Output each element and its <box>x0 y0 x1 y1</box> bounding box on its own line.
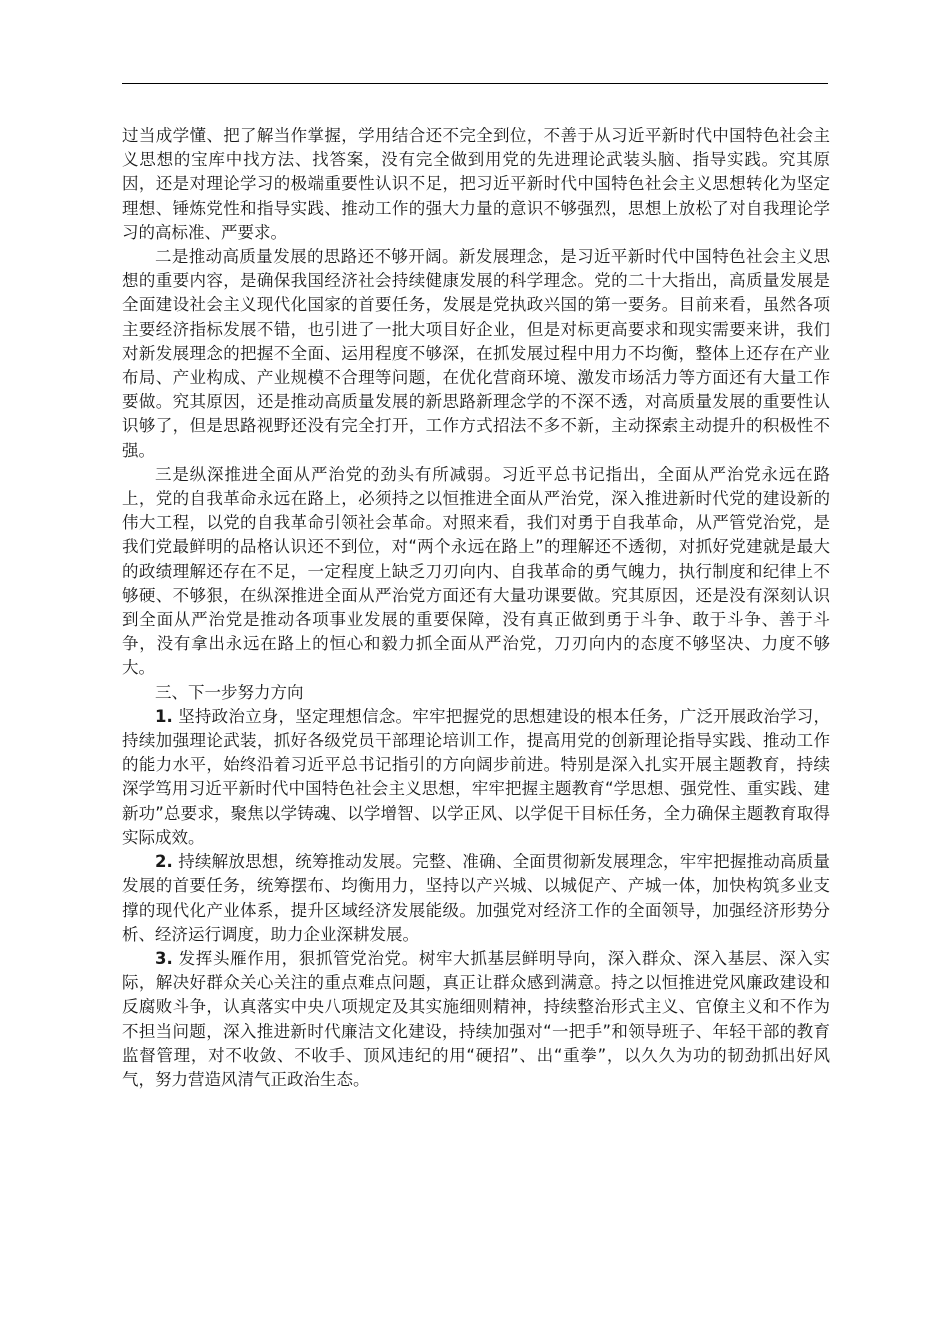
list-item-3 <box>122 947 830 1092</box>
document-body <box>122 124 830 1092</box>
list-item-1-text: 坚持政治立身，坚定理想信念。牢牢把握党的思想建设的根本任务，广泛开展政治学习，持续加强理论武装，抓好各级党员干部理论培训工作，提高用党的创新理论指导实践、推动工作的能力水平，始终沿着习近平总书记指引的方向阔步前进。特别是深入扎实开展主题教育，持续深学笃用习近平新时代中国特色社会主义思想，牢牢把握主题教育“学思想、强党性、重实践、建新功”总要求，聚焦以学铸魂、以学增智、以学正风、以学促干目标任务，全力确保主题教育取得实际成效。 <box>122 706 830 847</box>
list-item-2 <box>122 850 830 947</box>
paragraph-party-governance: 三是纵深推进全面从严治党的劲头有所减弱。习近平总书记指出，全面从严治党永远在路上，党的自我革命永远在路上，必须持之以恒推进全面从严治党，深入推进新时代党的建设新的伟大工程，以党的自我革命引领社会革命。对照来看，我们对勇于自我革命，从严管党治党，是我们党最鲜明的品格认识还不到位，对“两个永远在路上”的理解还不透彻，对抓好党建就是最大的政绩理解还存在不足，一定程度上缺乏刀刃向内、自我革命的勇气魄力，执行制度和纪律上不够硬、不够狠，在纵深推进全面从严治党方面还有大量功课要做。究其原因，还是没有深刻认识到全面从严治党是推动各项事业发展的重要保障，没有真正做到勇于斗争、敢于斗争、善于斗争，没有拿出永远在路上的恒心和毅力抓全面从严治党，刀刃向内的态度不够坚决、力度不够大。 <box>122 464 830 678</box>
list-item-3-number: 3. <box>155 948 173 968</box>
paragraph-continuation: 过当成学懂、把了解当作掌握，学用结合还不完全到位，不善于从习近平新时代中国特色社会主义思想的宝库中找方法、找答案，没有完全做到用党的先进理论武装头脑、指导实践。究其原因，还是对理论学习的极端重要性认识不足，把习近平新时代中国特色社会主义思想转化为坚定理想、锤炼党性和指导实践、推动工作的强大力量的意识不够强烈，思想上放松了对自我理论学习的高标准、严要求。 <box>122 126 830 242</box>
header-rule <box>122 83 828 84</box>
list-item-1 <box>122 705 830 850</box>
list-item-3-text: 发挥头雁作用，狠抓管党治党。树牢大抓基层鲜明导向，深入群众、深入基层、深入实际，解决好群众关心关注的重点难点问题，真正让群众感到满意。持之以恒推进党风廉政建设和反腐败斗争，认真落实中央八项规定及其实施细则精神，持续整治形式主义、官僚主义和不作为不担当问题，深入推进新时代廉洁文化建设，持续加强对“一把手”和领导班子、年轻干部的教育监督管理，对不收敛、不收手、顶风违纪的用“硬招”、出“重拳”，以久久为功的韧劲抓出好风气，努力营造风清气正政治生态。 <box>122 948 830 1089</box>
list-item-1-number: 1. <box>155 706 173 726</box>
list-item-2-text: 持续解放思想，统筹推动发展。完整、准确、全面贯彻新发展理念，牢牢把握推动高质量发展的首要任务，统筹摆布、均衡用力，坚持以产兴城、以城促产、产城一体，加快构筑多业支撑的现代化产业体系，提升区域经济发展能级。加强党对经济工作的全面领导，加强经济形势分析、经济运行调度，助力企业深耕发展。 <box>122 852 830 944</box>
list-item-2-number: 2. <box>155 852 173 872</box>
section-heading-next-steps: 三、下一步努力方向 <box>155 682 304 702</box>
paragraph-development-ideas: 二是推动高质量发展的思路还不够开阔。新发展理念，是习近平新时代中国特色社会主义思想的重要内容，是确保我国经济社会持续健康发展的科学理念。党的二十大指出，高质量发展是全面建设社会主义现代化国家的首要任务，发展是党执政兴国的第一要务。目前来看，虽然各项主要经济指标发展不错，也引进了一批大项目好企业，但是对标更高要求和现实需要来讲，我们对新发展理念的把握不全面、运用程度不够深，在抓发展过程中用力不均衡，整体上还存在产业布局、产业构成、产业规模不合理等问题，在优化营商环境、激发市场活力等方面还有大量工作要做。究其原因，还是推动高质量发展的新思路新理念学的不深不透，对高质量发展的重要性认识够了，但是思路视野还没有完全打开，工作方式招法不多不新，主动探索主动提升的积极性不强。 <box>122 247 830 460</box>
